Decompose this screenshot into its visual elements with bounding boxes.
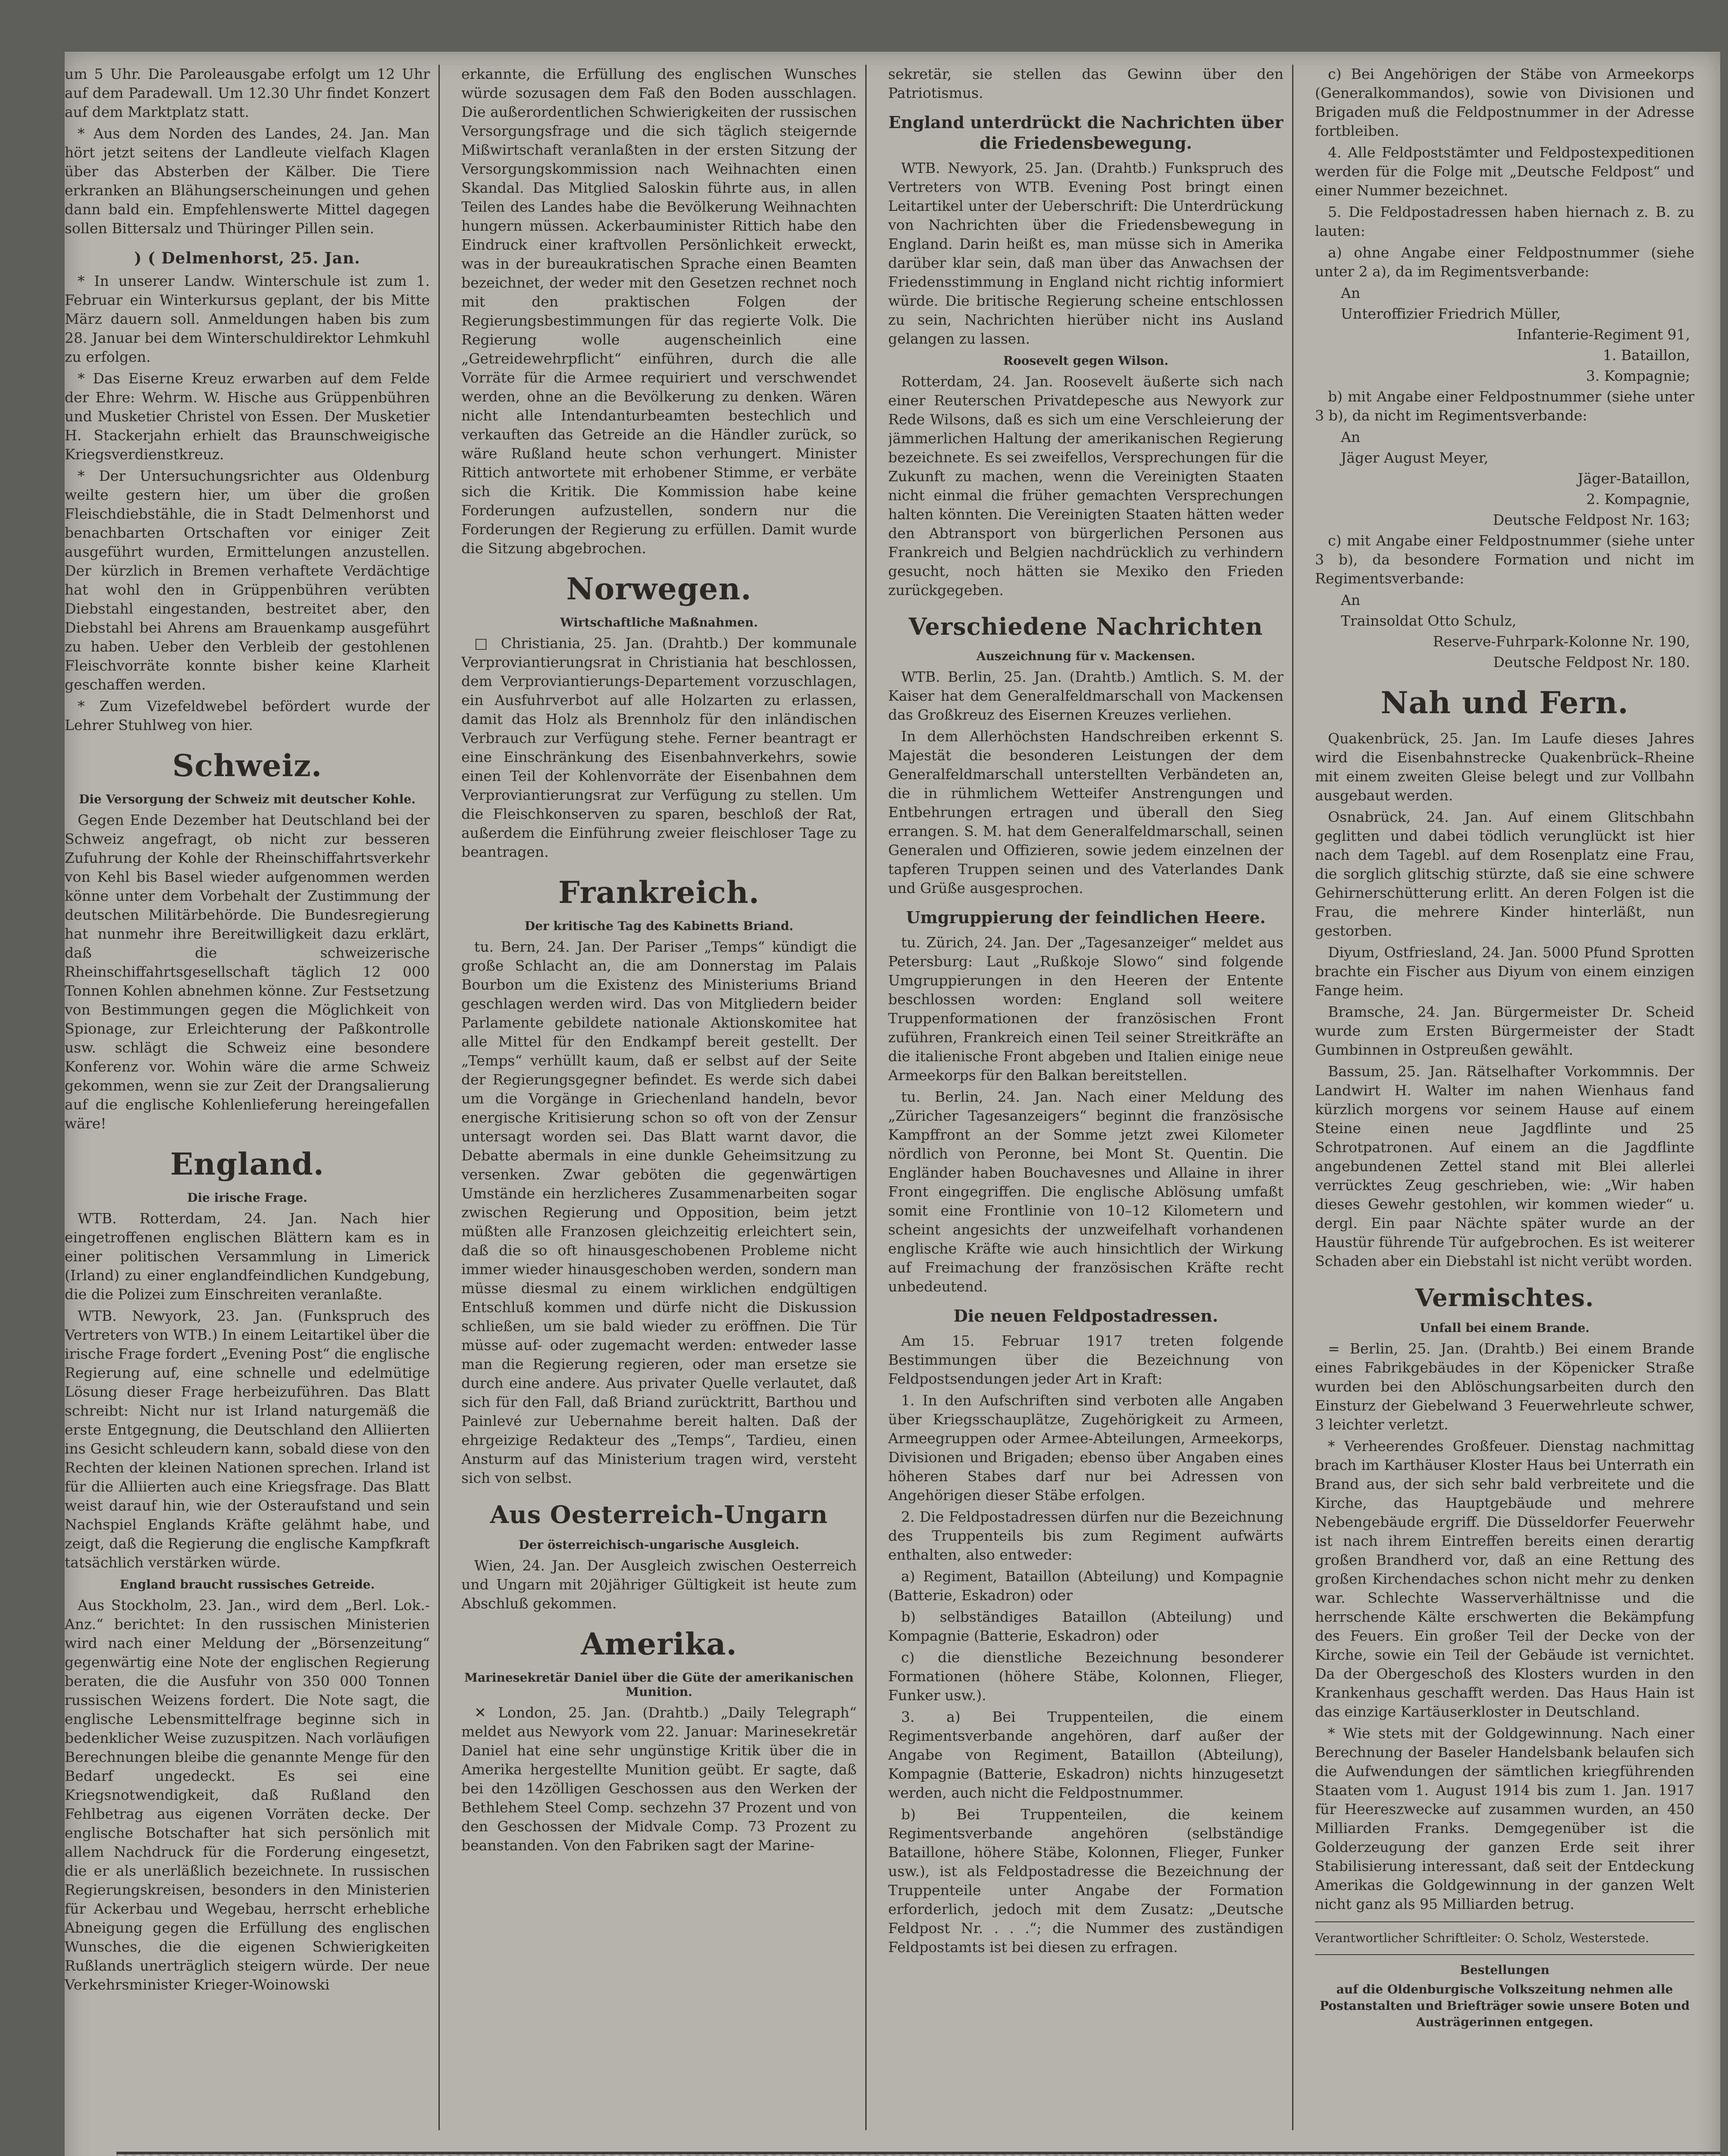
article-subheading: Die irische Frage. [187,1191,307,1205]
article-text: * Zum Vizefeldwebel befördert wurde der Lehrer Stuhlweg von hier. [65,698,430,733]
address-line: Deutsche Feldpost Nr. 180. [1493,654,1690,671]
article-text: 4. Alle Feldpoststämter und Feldpostexpeditionen werden für die Folge mit „Deutsche Feldpost“ und einer Nummer bezeichnet. [1315,144,1694,199]
article-text: Diyum, Ostfriesland, 24. Jan. 5000 Pfund Sprotten brachte ein Fischer aus Diyum von einem einzigen Fange heim. [1315,944,1694,999]
osram-advertisement [116,2152,1720,2156]
section-heading: Nah und Fern. [1381,685,1629,721]
article-text: tu. Bern, 24. Jan. Der Pariser „Temps“ kündigt die große Schlacht an, die am Donnerstag im Palais Bourbon um die Existenz des Ministeriums Briand geschlagen werden wird. Das von Mitgliedern beider Parlamente gebildete nationale Aktionskomitee hat alle Mittel für den Endkampf bereit gestellt. Der „Temps“ verhüllt kaum, daß er selbst auf der Seite der Regierungsgegner befindet. Es werde sich dabei um die Vorgänge in Griechenland handeln, bevor energische Kritisierung schon so oft von der Zensur untersagt worden sei. Das Blatt warnt davor, die Debatte abermals in eine dunkle Geheimsitzung zu versenken. Zwar geböten die gegenwärtigen Umstände ein herzlicheres Zusammenarbeiten sogar zwischen Regierung und Opposition, beim jetzt müßten alle Franzosen gleichzeitig erleichtert sein, daß die so oft hinausgeschobenen Probleme nicht immer wieder hinausgeschoben werden, sondern man müsse diesmal zu einem wirklichen endgültigen Entschluß kommen und dürfe nicht die Diskussion schließen, um sie bald wieder zu eröffnen. Die Tür müsse auf- oder zugemacht werden: entweder lasse man die Regierung regieren, oder man ersetze sie durch eine andere. Aus privater Quelle verlautet, daß sich für den Fall, daß Briand zurücktritt, Barthou und Painlevé zur Uebernahme bereit halten. Daß der ehrgeizige Redakteur des „Temps“, Tardieu, einen Ansturm auf das Ministerium tragen wird, versteht sich von selbst. [461,938,857,1486]
article-text: um 5 Uhr. Die Paroleausgabe erfolgt um 12 Uhr auf dem Paradewall. Um 12.30 Uhr findet Konzert auf dem Marktplatz statt. [65,66,430,120]
article-text: 5. Die Feldpostadressen haben hiernach z. B. zu lauten: [1315,204,1694,239]
article-text: Gegen Ende Dezember hat Deutschland bei der Schweiz angefragt, ob nicht zur besseren Zufuhrung der Kohle der Rheinschiffahrtsverkehr von Kehl bis Basel wieder aufgenommen werden könne unter dem Vorbehalt der Zustimmung der deutschen Militärbehörde. Die Bundesregierung hat nunmehr ihre Bereitwilligkeit dazu erklärt, daß die schweizerische Rheinschiffahrtsgesellschaft täglich 12 000 Tonnen Kohlen abnehmen könne. Zur Festsetzung von Bestimmungen gegen die Möglichkeit von Spionage, zur Erleichterung der Paßkontrolle usw. schlägt die Schweiz eine besondere Konferenz vor. Wohin wäre die arme Schweiz gekommen, wenn sie zur Zeit der Drangsalierung auf die englische Kohlenlieferung hereingefallen wäre! [65,812,430,1132]
article-text: Quakenbrück, 25. Jan. Im Laufe dieses Jahres wird die Eisenbahnstrecke Quakenbrück–Rheine mit einem zweiten Gleise belegt und zur Vollbahn ausgebaut werden. [1315,730,1694,804]
order-heading: Bestellungen [1460,1963,1550,1977]
article-text: * Aus dem Norden des Landes, 24. Jan. Man hört jetzt seitens der Landleute vielfach Klagen über das Absterben der Kälber. Die Tiere erkranken an Blähungserscheinungen und gehen dann bald ein. Empfehlenswerte Mittel dagegen sollen Bittersalz und Thüringer Pillen sein. [65,125,430,237]
section-heading: Amerika. [581,1626,737,1662]
address-line: An [1341,592,1361,608]
column-4 [1315,65,1703,2130]
newspaper-columns [65,65,1703,2130]
address-line: 1. Bataillon, [1603,347,1690,364]
example-address-b [1315,428,1694,530]
section-heading: Frankreich. [558,874,760,910]
article-text: b) mit Angabe einer Feldpostnummer (siehe unter 3 b), da nicht im Regimentsverbande: [1315,388,1694,424]
article-text: Rotterdam, 24. Jan. Roosevelt äußerte sich nach einer Reuterschen Privatdepesche aus Newyork zur Rede Wilsons, daß es sich um eine Verschleierung der jämmerlichen Haltung der amerikanischen Regierung bezeichnete. Es sei zweifellos, Versprechungen für die Zukunft zu machen, wenn die Vereinigten Staaten nicht einmal die früher gemachten Versprechungen halten könnten. Die Vereinigten Staaten hätten weder den Abtransport von bürgerlichen Personen aus Frankreich und Belgien nachdrücklich zu verhindern gesucht, noch hätten sie Mexiko den Frieden zurückgegeben. [888,373,1283,599]
article-subheading: Unfall bei einem Brande. [1420,1321,1590,1335]
article-text: Am 15. Februar 1917 treten folgende Bestimmungen über die Bezeichnung von Feldpostsendungen jeder Art in Kraft: [888,1332,1283,1387]
address-line: Reserve-Fuhrpark-Kolonne Nr. 190, [1433,633,1690,650]
address-line: An [1341,285,1361,301]
article-subheading: Marinesekretär Daniel über die Güte der amerikanischen Munition. [464,1670,854,1699]
article-text: a) ohne Angabe einer Feldpostnummer (siehe unter 2 a), da im Regimentsverbande: [1315,244,1694,280]
address-line: Trainsoldat Otto Schulz, [1341,612,1517,629]
article-heading: England unterdrückt die Nachrichten über die Friedensbewegung. [888,113,1283,153]
article-text: = Berlin, 25. Jan. (Drahtb.) Bei einem Brande eines Fabrikgebäudes in der Köpenicker Straße wurden bei den Ablöschungsarbeiten durch den Einsturz der Giebelwand 3 Feuerwehrleute schwer, 3 leichter verletzt. [1315,1340,1694,1433]
article-text: * Wie stets mit der Goldgewinnung. Nach einer Berechnung der Baseler Handelsbank belaufen sich die Aufwendungen der sämtlichen kriegführenden Staaten vom 1. August 1914 bis zum 1. Jan. 1917 für Heereszwecke auf zusammen wurden, an 450 Milliarden Franks. Demgegenüber ist die Golderzeugung der ganzen Erde seit ihrer Stabilisierung interessant, daß seit der Entdeckung Amerikas die Goldgewinnung in der ganzen Welt nicht ganz als 95 Milliarden betrug. [1315,1725,1694,1912]
article-text: ✕ London, 25. Jan. (Drahtb.) „Daily Telegraph“ meldet aus Newyork vom 22. Januar: Marinesekretär Daniel hat eine sehr ungünstige Kritik über die in Amerika hergestellte Munition geübt. Er sagte, daß bei den 14zölligen Geschossen aus den Werken der Bethlehem Steel Comp. sechzehn 37 Prozent und von den Geschossen der Midvale Comp. 73 Prozent zu beanstanden. Von den Fabriken sagt der Marine- [461,1704,857,1854]
order-notice: auf die Oldenburgische Volkszeitung nehmen alle Postanstalten und Briefträger sowie unsere Boten und Austrägerinnen entgegen. [1319,1982,1690,2029]
section-heading: Norwegen. [566,571,752,607]
divider [1315,1921,1694,1922]
address-line: Infanterie-Regiment 91, [1517,326,1690,343]
article-text: * Der Untersuchungsrichter aus Oldenburg weilte gestern hier, um über die großen Fleischdiebstähle, die in Stadt Delmenhorst und benachbarten Ortschaften vor einiger Zeit ausgeführt wurden, Ermittelungen anzustellen. Der kürzlich in Bremen verhaftete Verdächtige hat wohl den in Grüppenbühren verübten Diebstahl eingestanden, bestreitet aber, den Diebstahl bei Ahrens am Brauenkamp ausgeführt zu haben. Ueber den Verbleib der gestohlenen Fleischvorräte konnte bisher keine Klarheit geschaffen werden. [65,467,430,693]
address-line: An [1341,429,1361,445]
article-text: WTB. Newyork, 23. Jan. (Funkspruch des Vertreters von WTB.) In einem Leitartikel über die irische Frage fordert „Evening Post“ die englische Regierung auf, eine schnelle und edelmütige Lösung dieser Frage herbeizuführen. Das Blatt schreibt: Nicht nur ist Irland naturgemäß die erste Entgegnung, die Deutschland den Alliierten ins Gesicht schleudern kann, sobald diese von den Rechten der kleinen Nationen sprechen. Irland ist für die Alliierten auch eine Kriegsfrage. Das Blatt weist darauf hin, wie der Osteraufstand und sein Nachspiel Englands Kräfte gelähmt habe, und zeigt, daß die Regierung die englische Kampfkraft tatsächlich verstärken würde. [65,1307,430,1571]
section-heading: Verschiedene Nachrichten [908,613,1263,640]
section-heading: Vermischtes. [1415,1284,1594,1312]
article-text: c) mit Angabe einer Feldpostnummer (siehe unter 3 b), da besondere Formation und nicht im Regimentsverbande: [1315,532,1694,587]
article-text: c) die dienstliche Bezeichnung besonderer Formationen (höhere Stäbe, Kolonnen, Flieger, Funker usw.). [888,1649,1283,1704]
divider [1315,1954,1694,1955]
article-text: WTB. Newyork, 25. Jan. (Drahtb.) Funkspruch des Vertreters von WTB. Evening Post bringt einen Leitartikel unter der Ueberschrift: Die Unterdrückung von Nachrichten über die Friedensbewegung in England. Darin heißt es, man müsse sich in Amerika darüber klar sein, daß man über das Anwachsen der Friedensstimmung in England nicht richtig informiert würde. Die britische Regierung scheine entschlossen zu sein, Nachrichten hierüber nicht ins Ausland gelangen zu lassen. [888,160,1283,347]
section-heading: Aus Oesterreich-Ungarn [490,1501,828,1529]
article-text: Aus Stockholm, 23. Jan., wird dem „Berl. Lok.-Anz.“ berichtet: In den russischen Ministerien wird nach einer Meldung der „Börsenzeitung“ gegenwärtig eine Note der englischen Regierung beraten, die die Ausfuhr von 350 000 Tonnen russischen Weizens fordert. Die Note sagt, die englische Lebensmittelfrage beginne sich in bedenklicher Weise zuzuspitzen. Nach vorläufigen Berechnungen bleibe die genannte Menge für den Bedarf ungedeckt. Es sei eine Kriegsnotwendigkeit, daß Rußland den Fehlbetrag aus eigenen Vorräten decke. Der englische Botschafter hat sich persönlich mit allem Nachdruck für die Forderung eingesetzt, die er als unerläßlich bezeichnete. In russischen Regierungskreisen, besonders in den Ministerien für Ackerbau und Wegebau, herrscht erhebliche Abneigung gegen die Erfüllung des englischen Wunsches, die die eigenen Schwierigkeiten Rußlands unerträglich steigern würde. Der neue Verkehrsminister Krieger-Woinowski [65,1597,430,1993]
column-1 [65,65,440,2130]
article-text: erkannte, die Erfüllung des englischen Wunsches würde sozusagen dem Faß den Boden ausschlagen. Die außerordentlichen Schwierigkeiten der russischen Versorgungsfrage und die sich täglich steigernde Mißwirtschaft veranlaßten in der ersten Sitzung der Versorgungskommission nach Weihnachten einen Skandal. Das Mitglied Saloskin führte aus, in allen Teilen des Landes habe die Bevölkerung Weihnachten hungern müssen. Ackerbauminister Rittich habe den Eindruck einer kraftvollen Persönlichkeit erweckt, was in der bureaukratischen Sprache einen Beamten bezeichnet, der weder mit den Gesetzen rechnet noch mit den praktischen Folgen der Regierungsbestimmungen für das regierte Volk. Die Regierung wolle augenscheinlich eine „Getreidewehrpflicht“ einführen, durch die alle Vorräte für die Armee requiriert und verschwendet werden, ohne an die Bevölkerung zu denken. Wären nicht alle Intendanturbeamten bestechlich und verkauften das Getreide an die Händler zurück, so wäre Rußland heute schon verhungert. Minister Rittich antwortete mit erhobener Stimme, er verbäte sich die Kritik. Die Kommission habe keine Forderungen aufzustellen, sondern nur die Forderungen der Regierung zu erfüllen. Damit wurde die Sitzung abgebrochen. [461,66,857,557]
article-text: In dem Allerhöchsten Handschreiben erkennt S. Majestät die besonderen Leistungen der dem Generalfeldmarschall unterstellten Verbändeten an, die in rühmlichem Wetteifer Anstrengungen und Entbehrungen ertragen und überall den Sieg errangen. S. M. hat dem Generalfeldmarschall, seinen Generalen und Offizieren, sowie jedem einzelnen der tapferen Truppen seinen und des Vaterlandes Dank und Grüße ausgesprochen. [888,728,1283,896]
article-text: a) Regiment, Bataillon (Abteilung) und Kompagnie (Batterie, Eskadron) oder [888,1568,1283,1604]
article-text: WTB. Rotterdam, 24. Jan. Nach hier eingetroffenen englischen Blättern kam es in einer politischen Versammlung in Limerick (Irland) zu einer englandfeindlichen Kundgebung, die die Polizei zum Einschreiten veranlaßte. [65,1210,430,1303]
article-text: tu. Zürich, 24. Jan. Der „Tagesanzeiger“ meldet aus Petersburg: Laut „Rußkoje Slowo“ sind folgende Umgruppierungen in den Heeren der Entente beschlossen worden: England soll weitere Truppenformationen der französischen Front zuführen, Frankreich einen Teil seiner Streitkräfte an die italienische Front abgeben und Italien einige neue Armeekorps für den Balkan bereitstellen. [888,934,1283,1084]
article-subheading: England braucht russisches Getreide. [119,1577,375,1592]
dateline: ) ( Delmenhorst, 25. Jan. [134,249,360,267]
article-text: Bassum, 25. Jan. Rätselhafter Vorkommnis. Der Landwirt H. Walter im nahen Wienhaus fand kürzlich morgens vor seinem Hause auf einem Steine einen neue Jagdflinte und 25 Schrotpatronen. Auf einem an die Jagdflinte angebundenen Zettel stand mit Blei allerlei verrücktes Zeug geschrieben, wie: „Wir haben dieses Gewehr gestohlen, wir kommen wieder“ u. dergl. Ein paar Nächte später wurde an der Haustür führende Tür aufgebrochen. Es ist weiterer Schaden aber ein Diebstahl ist nicht verübt worden. [1315,1063,1694,1269]
article-subheading: Auszeichnung für v. Mackensen. [976,649,1196,663]
article-subheading: Roosevelt gegen Wilson. [1003,354,1169,368]
article-text: Osnabrück, 24. Jan. Auf einem Glitschbahn geglitten und dabei tödlich verunglückt ist hier nach dem Tagebl. auf dem Rosenplatz eine Frau, die sorglich glitschig stürzte, daß sie eine schwere Gehirnerschütterung erlitt. An deren Folgen ist die Frau, die mehrere Kinder hinterläßt, nun gestorben. [1315,808,1694,939]
example-address-c [1315,591,1694,672]
article-text: sekretär, sie stellen das Gewinn über den Patriotismus. [888,66,1283,101]
article-text: tu. Berlin, 24. Jan. Nach einer Meldung des „Züricher Tagesanzeigers“ beginnt die französische Kampffront an der Somme jetzt zwei Kilometer nördlich von Peronne, bei Mont St. Quentin. Die Engländer haben Bouchavesnes und Allaine in ihrer Front eingegriffen. Die englische Ablösung umfaßt somit eine Frontlinie von 10–12 Kilometern und scheint angesichts der unzweifelhaft vorhandenen englische Kräfte wie auch hinsichtlich der Wirkung auf Freimachung der französischen Kräfte recht unbedeutend. [888,1088,1283,1295]
article-text: 1. In den Aufschriften sind verboten alle Angaben über Kriegsschauplätze, Zugehörigkeit zu Armeen, Armeegruppen oder Armee-Abteilungen, Armeekorps, Divisionen und Brigaden; ebenso über Angaben eines höheren Stabes darf nur bei Adressen von Angehörigen dieser Stäbe erfolgen. [888,1392,1283,1504]
article-text: b) selbständiges Bataillon (Abteilung) und Kompagnie (Batterie, Eskadron) oder [888,1608,1283,1644]
address-line: 2. Kompagnie, [1586,491,1690,508]
address-line: Deutsche Feldpost Nr. 163; [1493,511,1690,528]
article-subheading: Der österreichisch-ungarische Ausgleich. [519,1538,799,1552]
section-heading: Schweiz. [172,748,322,783]
address-line: 3. Kompagnie; [1586,367,1690,384]
article-text: WTB. Berlin, 25. Jan. (Drahtb.) Amtlich. S. M. der Kaiser hat dem Generalfeldmarschall von Mackensen das Großkreuz des Eisernen Kreuzes verliehen. [888,668,1283,723]
column-2 [461,65,867,2130]
article-text: 3. a) Bei Truppenteilen, die einem Regimentsverbande angehören, darf außer der Angabe von Regiment, Bataillon (Abteilung), Kompagnie (Batterie, Eskadron) nichts hinzugesetzt werden, auch nicht die Feldpostnummer. [888,1708,1283,1801]
address-line: Unteroffizier Friedrich Müller, [1341,305,1561,322]
article-heading: Umgruppierung der feindlichen Heere. [906,908,1266,927]
article-subheading: Der kritische Tag des Kabinetts Briand. [524,919,794,933]
column-3 [888,65,1293,2130]
example-address-a [1315,284,1694,385]
article-text: □ Christiania, 25. Jan. (Drahtb.) Der kommunale Verproviantierungsrat in Christiania hat beschlossen, dem Verproviantierungs-Departement vorzuschlagen, ein Ausfuhrverbot auf alle Holzarten zu erlassen, damit das Holz als Brennholz für den inländischen Verbrauch zur Verfügung stehe. Ferner beantragt er eine Einschränkung des Eisenbahnverkehrs, sowie einen Teil der Kohlenvorräte der Eisenbahnen dem Verproviantierungsrat zur Verfügung zu stellen. Um die Fleischkonserven zu sparen, beschloß der Rat, außerdem die Einführung zweier fleischloser Tage zu beantragen. [461,635,857,860]
article-subheading: Die Versorgung der Schweiz mit deutscher Kohle. [79,792,416,806]
article-text: Bramsche, 24. Jan. Bürgermeister Dr. Scheid wurde zum Ersten Bürgermeister der Stadt Gumbinnen in Ostpreußen gewählt. [1315,1003,1694,1058]
responsible-editor: Verantwortlicher Schriftleiter: O. Scholz, Westerstede. [1315,1931,1650,1945]
section-heading: England. [170,1146,325,1182]
article-text: 2. Die Feldpostadressen dürfen nur die Bezeichnung des Truppenteils bis zum Regiment aufwärts enthalten, also entweder: [888,1508,1283,1563]
address-line: Jäger-Bataillon, [1578,470,1690,487]
address-line: Jäger August Meyer, [1341,449,1489,466]
article-text: Wien, 24. Jan. Der Ausgleich zwischen Oesterreich und Ungarn mit 20jähriger Gültigkeit ist heute zum Abschluß gekommen. [461,1557,857,1612]
article-heading: Die neuen Feldpostadressen. [953,1306,1218,1326]
article-subheading: Wirtschaftliche Maßnahmen. [560,615,758,630]
article-text: * Das Eiserne Kreuz erwarben auf dem Felde der Ehre: Wehrm. W. Hische aus Grüppenbühren und Musketier Christel von Essen. Der Musketier H. Stackerjahn erhielt das Braunschweigische Kriegsverdienstkreuz. [65,370,430,463]
article-text: * Verheerendes Großfeuer. Dienstag nachmittag brach im Karthäuser Kloster Haus bei Unterrath ein Brand aus, der sich sehr bald verbreitete und die Kirche, das Hauptgebäude und mehrere Nebengebäude ergriff. Die Düsseldorfer Feuerwehr ist nach ihrem Eintreffen bereits einen derartig großen Brandherd vor, daß an eine Rettung des großen Kirchendaches schon nicht mehr zu denken war. Schlechte Wasserverhältnisse und die herrschende Kälte erschwerten die Bekämpfung des Feuers. Ein großer Teil der Decke von der Kirche, sowie ein Teil der Gebäude ist vernichtet. Da der Obergeschoß des Klosters wurden in den Krankenhaus geschafft werden. Das Haus Hain ist das einzige Kartäuserkloster in Deutschland. [1315,1438,1694,1720]
article-text: b) Bei Truppenteilen, die keinem Regimentsverbande angehören (selbständige Bataillone, höhere Stäbe, Kolonnen, Flieger, Funker usw.), ist als Feldpostadresse die Bezeichnung der Truppenteile unter Angabe der Formation erforderlich, jedoch mit dem Zusatz: „Deutsche Feldpost Nr. . . .“; die Nummer des zuständigen Feldpostamts ist bei diesen zu erfragen. [888,1806,1283,1955]
article-text: * In unserer Landw. Winterschule ist zum 1. Februar ein Winterkursus geplant, der bis Mitte März dauern soll. Anmeldungen haben bis zum 28. Januar bei dem Winterschuldirektor Lehmkuhl zu erfolgen. [65,273,430,365]
article-text: c) Bei Angehörigen der Stäbe von Armeekorps (Generalkommandos), sowie von Divisionen und Brigaden muß die Feldpostnummer in der Adresse fortbleiben. [1315,66,1694,139]
